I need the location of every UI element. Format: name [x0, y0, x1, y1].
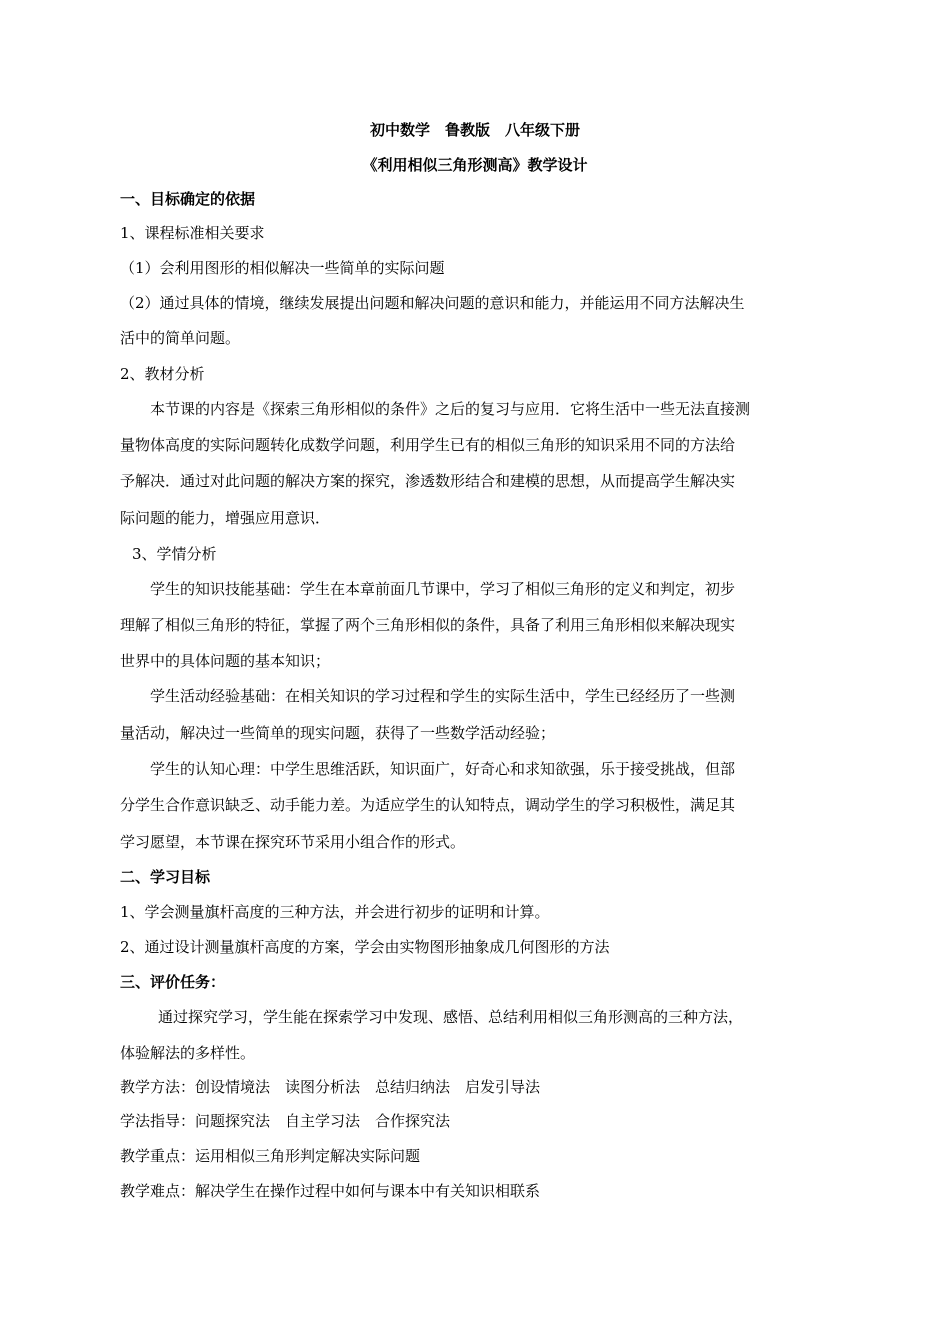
learning-guidance: 学法指导：问题探究法 自主学习法 合作探究法 [120, 1112, 451, 1130]
document-subtitle: 初中数学 鲁教版 八年级下册 [369, 121, 580, 139]
list-item: （1）会利用图形的相似解决一些简单的实际问题 [120, 259, 445, 277]
paragraph-line: 世界中的具体问题的基本知识； [120, 652, 331, 670]
document-title: 《利用相似三角形测高》教学设计 [362, 156, 588, 174]
paragraph-line: 学生的认知心理：中学生思维活跃，知识面广，好奇心和求知欲强，乐于接受挑战，但部 [150, 760, 736, 778]
list-item: （2）通过具体的情境，继续发展提出问题和解决问题的意识和能力，并能运用不同方法解决生 [120, 294, 745, 312]
subsection-heading-1-1: 1、课程标准相关要求 [120, 224, 265, 242]
paragraph-line: 量物体高度的实际问题转化成数学问题，利用学生已有的相似三角形的知识采用不同的方法给 [120, 436, 736, 454]
subsection-heading-1-3: 3、学情分析 [132, 545, 217, 563]
teaching-difficulty: 教学难点：解决学生在操作过程中如何与课本中有关知识相联系 [120, 1182, 541, 1200]
list-item: 1、学会测量旗杆高度的三种方法，并会进行初步的证明和计算。 [120, 903, 550, 921]
section-heading-3: 三、评价任务： [120, 973, 226, 991]
list-item-continuation: 活中的简单问题。 [120, 329, 241, 347]
paragraph-line: 本节课的内容是《探索三角形相似的条件》之后的复习与应用．它将生活中一些无法直接测 [150, 400, 751, 418]
teaching-methods: 教学方法：创设情境法 读图分析法 总结归纳法 启发引导法 [120, 1078, 541, 1096]
paragraph-line: 分学生合作意识缺乏、动手能力差。为适应学生的认知特点，调动学生的学习积极性，满足其 [120, 796, 736, 814]
paragraph-line: 学习愿望，本节课在探究环节采用小组合作的形式。 [120, 833, 466, 851]
paragraph-line: 理解了相似三角形的特征，掌握了两个三角形相似的条件，具备了利用三角形相似来解决现实 [120, 616, 736, 634]
paragraph-line: 予解决．通过对此问题的解决方案的探究，渗透数形结合和建模的思想，从而提高学生解决实 [120, 472, 736, 490]
subsection-heading-1-2: 2、教材分析 [120, 365, 205, 383]
list-item: 2、通过设计测量旗杆高度的方案，学会由实物图形抽象成几何图形的方法 [120, 938, 610, 956]
paragraph-line: 通过探究学习，学生能在探索学习中发现、感悟、总结利用相似三角形测高的三种方法， [158, 1008, 744, 1026]
section-heading-2: 二、学习目标 [120, 868, 211, 886]
teaching-key-point: 教学重点：运用相似三角形判定解决实际问题 [120, 1147, 421, 1165]
paragraph-line: 学生活动经验基础：在相关知识的学习过程和学生的实际生活中，学生已经经历了一些测 [150, 687, 736, 705]
paragraph-line: 体验解法的多样性。 [120, 1044, 256, 1062]
section-heading-1: 一、目标确定的依据 [120, 190, 256, 208]
paragraph-line: 学生的知识技能基础：学生在本章前面几节课中，学习了相似三角形的定义和判定，初步 [150, 580, 736, 598]
paragraph-line: 量活动，解决过一些简单的现实问题，获得了一些数学活动经验； [120, 724, 556, 742]
paragraph-line: 际问题的能力，增强应用意识． [120, 509, 331, 527]
